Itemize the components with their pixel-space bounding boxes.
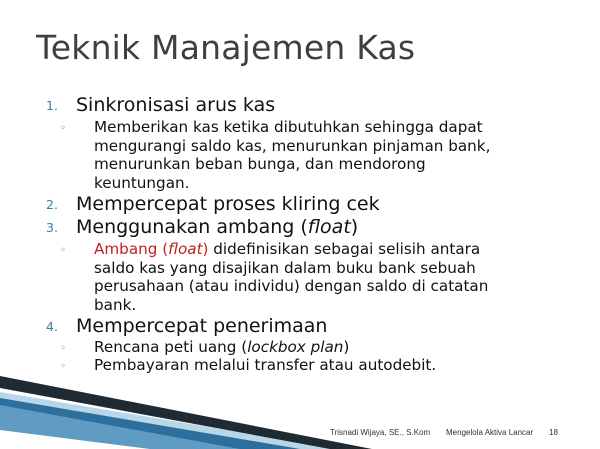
item-number: 1. bbox=[46, 98, 58, 113]
highlight-term: Ambang (float) bbox=[94, 240, 209, 258]
sub-item: Pembayaran melalui transfer atau autodebit. bbox=[94, 356, 437, 374]
page-number: 18 bbox=[549, 428, 558, 437]
sub-bullet-icon: ◦ bbox=[60, 123, 66, 134]
list-item: Menggunakan ambang (float) bbox=[76, 216, 359, 238]
item-number: 2. bbox=[46, 197, 58, 212]
footer-author: Trisnadi Wijaya, SE., S.Kom bbox=[330, 428, 431, 437]
list-item: Sinkronisasi arus kas bbox=[76, 94, 276, 116]
sub-bullet-icon: ◦ bbox=[60, 361, 66, 372]
footer-topic: Mengelola Aktiva Lancar bbox=[446, 428, 534, 437]
sub-bullet-icon: ◦ bbox=[60, 343, 66, 354]
item-number: 3. bbox=[46, 220, 58, 235]
sub-bullet-icon: ◦ bbox=[60, 245, 66, 256]
list-item: Mempercepat proses kliring cek bbox=[76, 193, 380, 215]
list-item: Mempercepat penerimaan bbox=[76, 315, 328, 337]
sub-item: Memberikan kas ketika dibutuhkan sehingga dapat mengurangi saldo kas, menurunkan pinjaman bank, menurunkan beban bunga, dan mendorong keuntungan. bbox=[94, 118, 491, 192]
item-number: 4. bbox=[46, 319, 58, 334]
slide-title: Teknik Manajemen Kas bbox=[36, 28, 416, 67]
sub-item: Rencana peti uang (lockbox plan) bbox=[94, 338, 350, 356]
sub-item: Ambang (float) didefinisikan sebagai selisih antara saldo kas yang disajikan dalam buku bank sebuah perusahaan (atau individu) dengan saldo di catatan bank. bbox=[94, 240, 489, 314]
